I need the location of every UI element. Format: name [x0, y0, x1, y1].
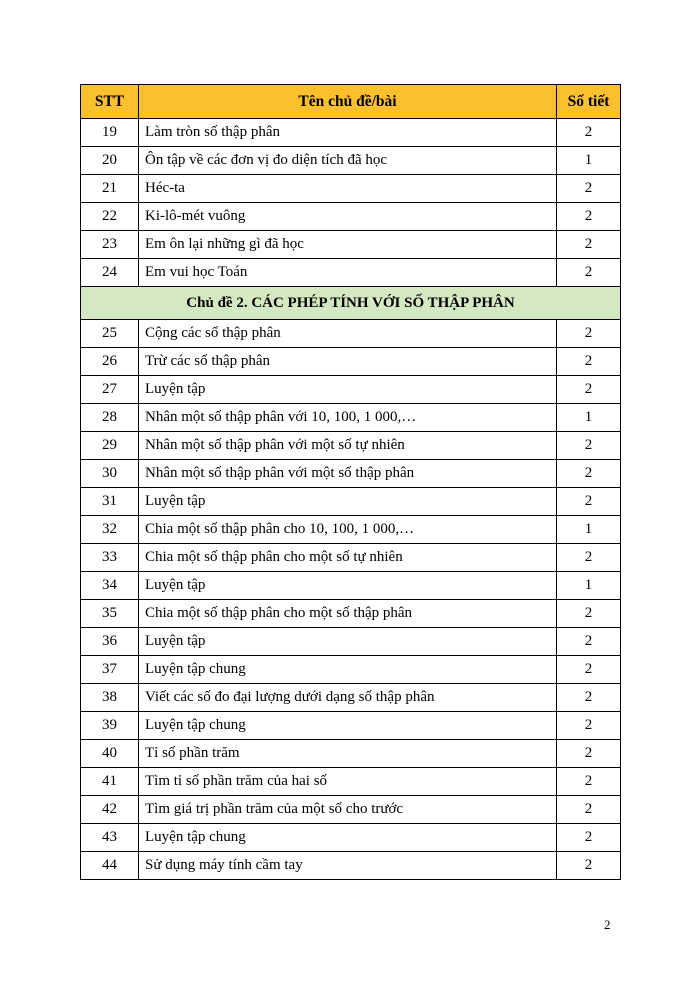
table-row [81, 175, 621, 203]
table-row [81, 656, 621, 684]
row-stt: 25 [81, 320, 139, 348]
table-body [81, 119, 621, 880]
table-row [81, 147, 621, 175]
row-stt: 36 [81, 628, 139, 656]
row-count: 2 [557, 684, 621, 712]
row-stt: 37 [81, 656, 139, 684]
table-row [81, 404, 621, 432]
table-row [81, 852, 621, 880]
row-name: Nhân một số thập phân với một số thập phân [139, 460, 557, 488]
table-row [81, 203, 621, 231]
row-count: 2 [557, 119, 621, 147]
row-count: 2 [557, 768, 621, 796]
row-name: Luyện tập chung [139, 824, 557, 852]
table-row [81, 544, 621, 572]
row-count: 1 [557, 516, 621, 544]
row-count: 2 [557, 656, 621, 684]
row-count: 1 [557, 147, 621, 175]
row-count: 2 [557, 175, 621, 203]
row-name: Em ôn lại những gì đã học [139, 231, 557, 259]
row-name: Trừ các số thập phân [139, 348, 557, 376]
row-stt: 35 [81, 600, 139, 628]
row-count: 2 [557, 460, 621, 488]
row-count: 1 [557, 404, 621, 432]
header-count: Số tiết [557, 85, 621, 119]
row-name: Nhân một số thập phân với một số tự nhiên [139, 432, 557, 460]
table-row [81, 572, 621, 600]
table-row [81, 320, 621, 348]
table-row [81, 432, 621, 460]
row-name: Luyện tập [139, 488, 557, 516]
header-row [81, 85, 621, 119]
row-stt: 32 [81, 516, 139, 544]
header-name: Tên chủ đề/bài [139, 85, 557, 119]
row-name: Cộng các số thập phân [139, 320, 557, 348]
table-row [81, 516, 621, 544]
row-name: Ôn tập về các đơn vị đo diện tích đã học [139, 147, 557, 175]
table-row [81, 824, 621, 852]
page-number: 2 [604, 917, 611, 932]
table-row [81, 376, 621, 404]
row-count: 2 [557, 320, 621, 348]
row-name: Viết các số đo đại lượng dưới dạng số thập phân [139, 684, 557, 712]
row-count: 2 [557, 376, 621, 404]
row-stt: 44 [81, 852, 139, 880]
row-count: 2 [557, 348, 621, 376]
table-row [81, 740, 621, 768]
row-name: Tìm tỉ số phần trăm của hai số [139, 768, 557, 796]
row-name: Chia một số thập phân cho một số thập phân [139, 600, 557, 628]
table-row [81, 119, 621, 147]
row-stt: 43 [81, 824, 139, 852]
row-name: Chia một số thập phân cho một số tự nhiên [139, 544, 557, 572]
row-name: Tỉ số phần trăm [139, 740, 557, 768]
row-stt: 21 [81, 175, 139, 203]
table-row [81, 488, 621, 516]
table-row [81, 628, 621, 656]
row-name: Tìm giá trị phần trăm của một số cho trước [139, 796, 557, 824]
row-stt: 41 [81, 768, 139, 796]
row-count: 1 [557, 572, 621, 600]
row-stt: 38 [81, 684, 139, 712]
row-count: 2 [557, 488, 621, 516]
row-stt: 24 [81, 259, 139, 287]
row-count: 2 [557, 231, 621, 259]
section-row [81, 287, 621, 320]
row-count: 2 [557, 544, 621, 572]
row-stt: 28 [81, 404, 139, 432]
row-stt: 26 [81, 348, 139, 376]
row-count: 2 [557, 600, 621, 628]
row-stt: 27 [81, 376, 139, 404]
header-stt: STT [81, 85, 139, 119]
row-name: Ki-lô-mét vuông [139, 203, 557, 231]
row-name: Nhân một số thập phân với 10, 100, 1 000,… [139, 404, 557, 432]
row-stt: 33 [81, 544, 139, 572]
row-name: Em vui học Toán [139, 259, 557, 287]
row-count: 2 [557, 852, 621, 880]
row-stt: 40 [81, 740, 139, 768]
row-stt: 30 [81, 460, 139, 488]
row-name: Luyện tập [139, 572, 557, 600]
row-name: Luyện tập [139, 376, 557, 404]
table-header [81, 85, 621, 119]
table-row [81, 231, 621, 259]
row-name: Làm tròn số thập phân [139, 119, 557, 147]
row-count: 2 [557, 259, 621, 287]
row-stt: 19 [81, 119, 139, 147]
row-stt: 22 [81, 203, 139, 231]
row-name: Luyện tập chung [139, 656, 557, 684]
table-row [81, 460, 621, 488]
table-row [81, 796, 621, 824]
row-name: Luyện tập [139, 628, 557, 656]
row-name: Sử dụng máy tính cầm tay [139, 852, 557, 880]
row-count: 2 [557, 203, 621, 231]
row-count: 2 [557, 740, 621, 768]
table-row [81, 348, 621, 376]
row-stt: 39 [81, 712, 139, 740]
table-row [81, 259, 621, 287]
row-count: 2 [557, 712, 621, 740]
row-name: Héc-ta [139, 175, 557, 203]
row-count: 2 [557, 824, 621, 852]
row-stt: 42 [81, 796, 139, 824]
row-stt: 23 [81, 231, 139, 259]
row-stt: 34 [81, 572, 139, 600]
section-title: Chủ đề 2. CÁC PHÉP TÍNH VỚI SỐ THẬP PHÂN [81, 287, 621, 320]
row-name: Luyện tập chung [139, 712, 557, 740]
table-row [81, 600, 621, 628]
row-count: 2 [557, 628, 621, 656]
row-stt: 31 [81, 488, 139, 516]
row-name: Chia một số thập phân cho 10, 100, 1 000,… [139, 516, 557, 544]
table-row [81, 768, 621, 796]
row-stt: 20 [81, 147, 139, 175]
row-count: 2 [557, 796, 621, 824]
lesson-plan-table [80, 84, 621, 880]
table-row [81, 684, 621, 712]
row-stt: 29 [81, 432, 139, 460]
row-count: 2 [557, 432, 621, 460]
table-row [81, 712, 621, 740]
